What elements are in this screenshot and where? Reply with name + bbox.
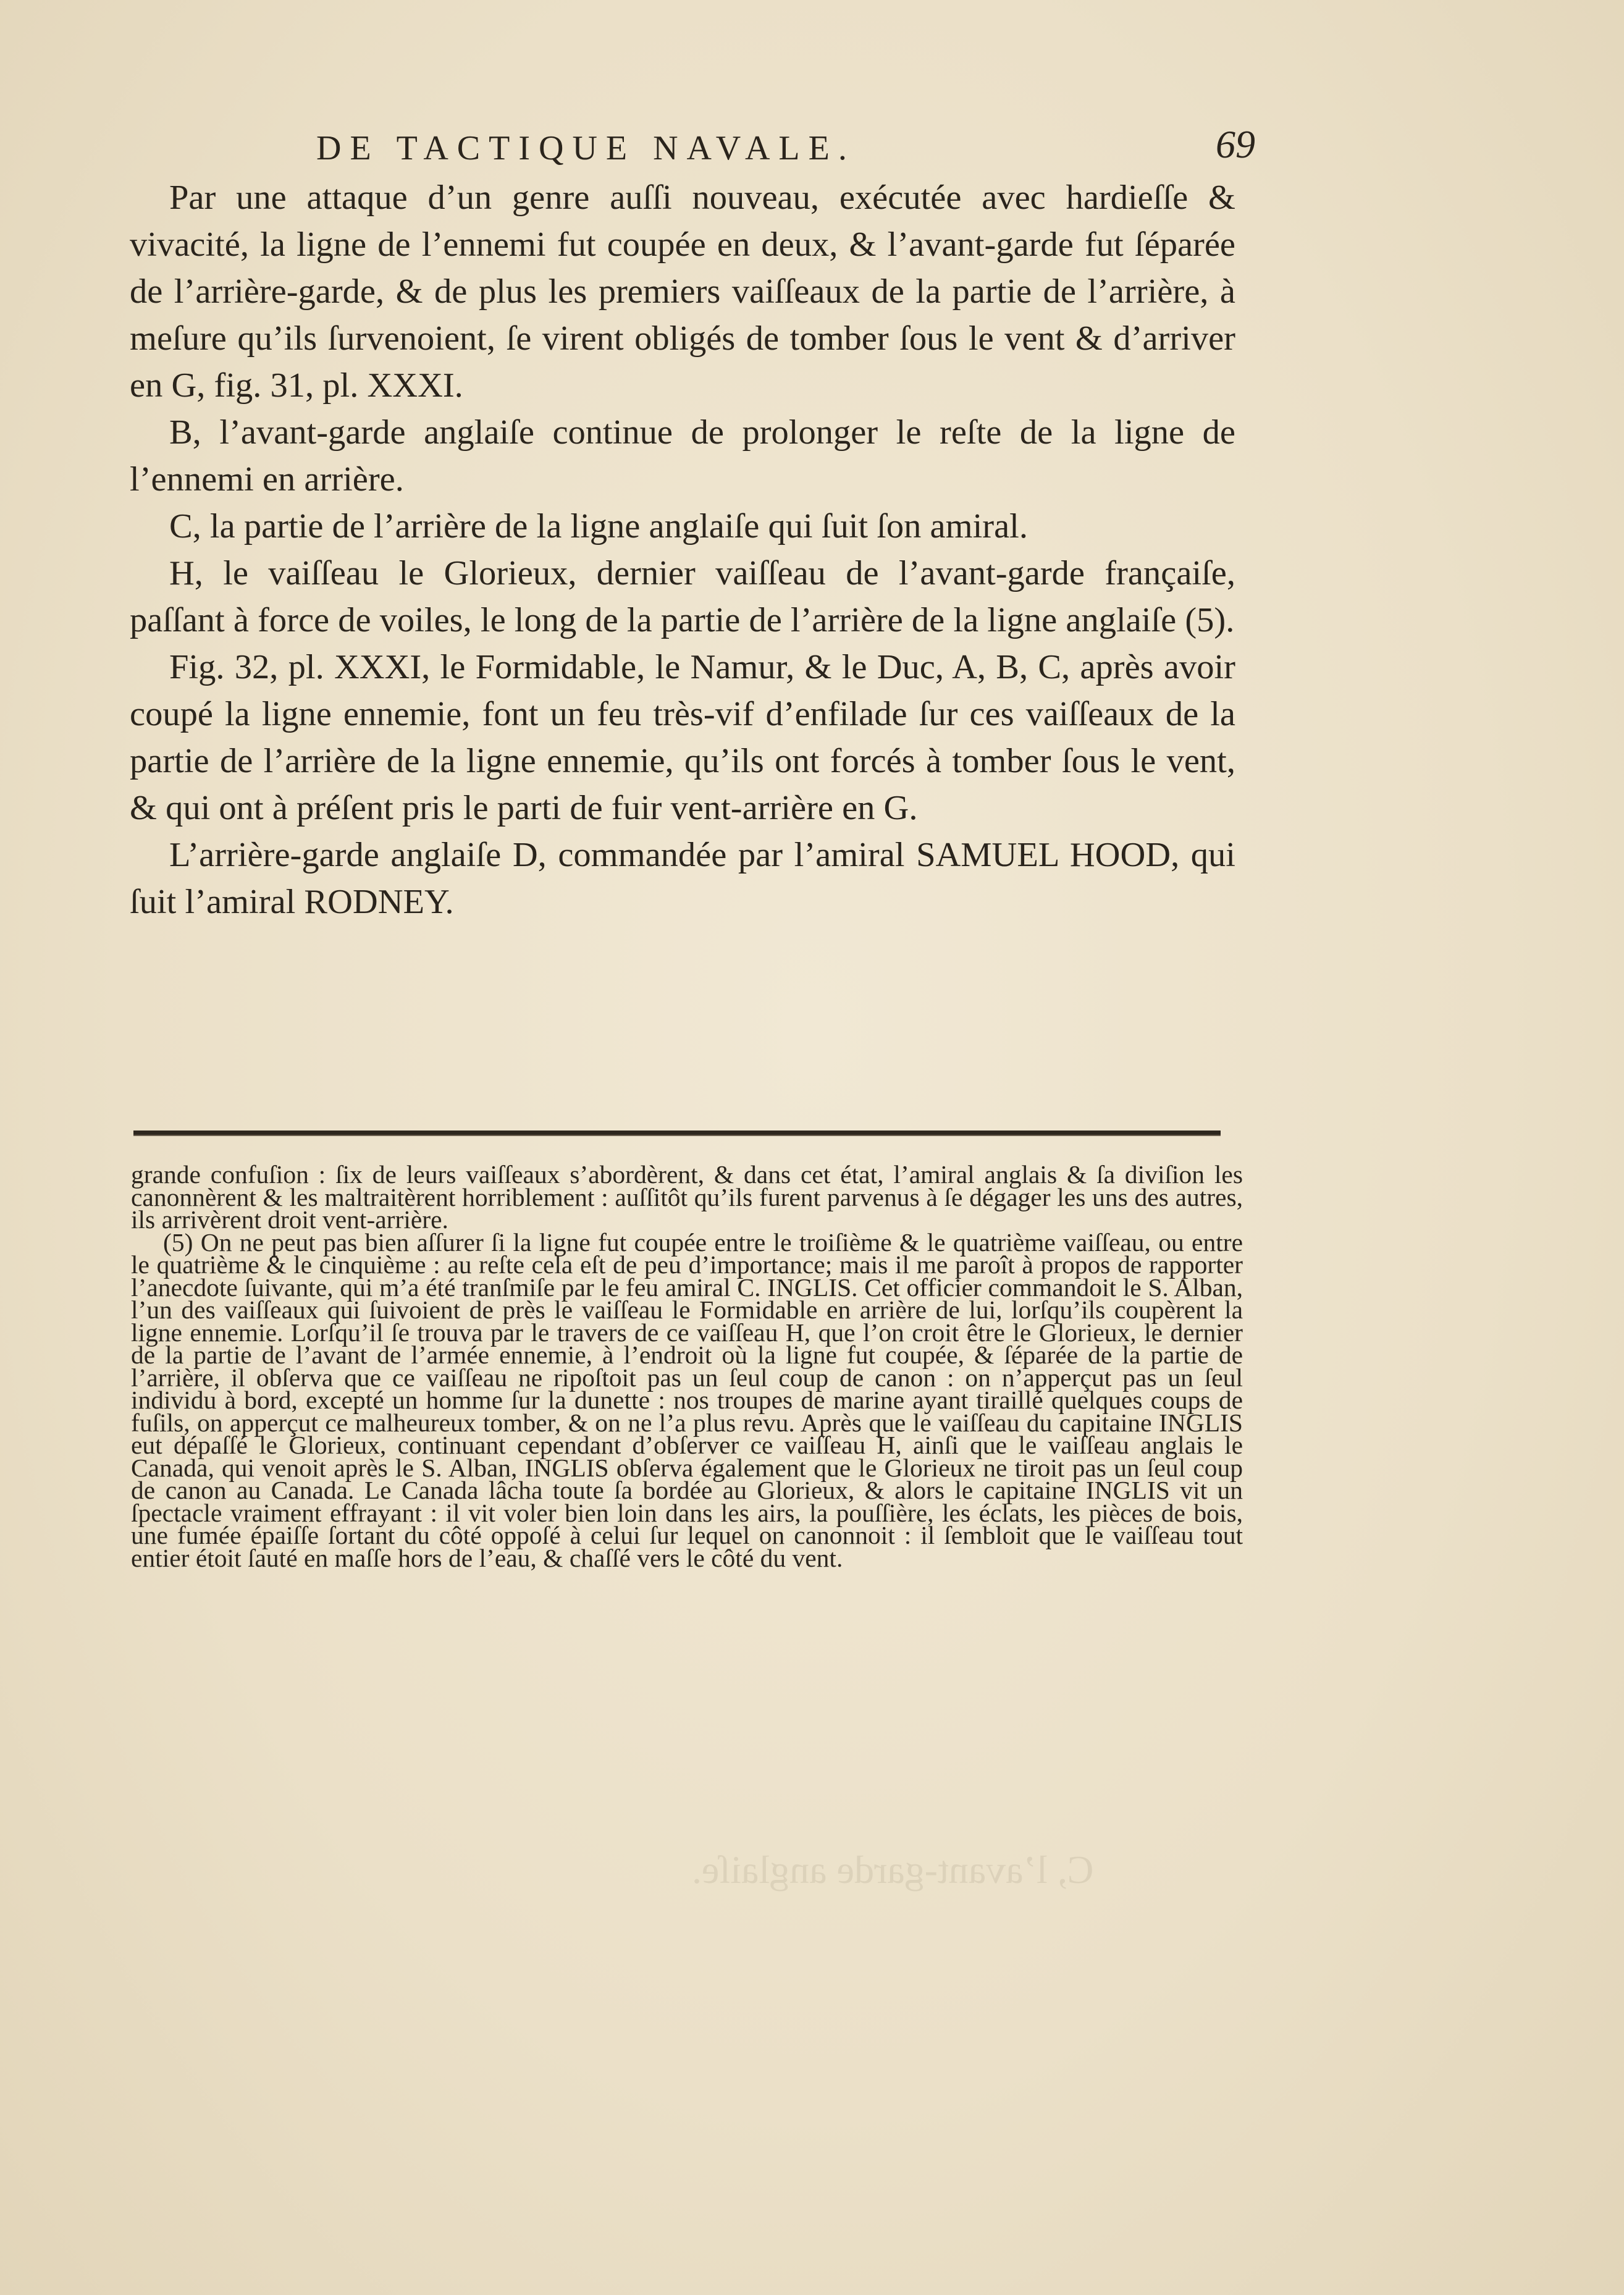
footnotes: [131, 1160, 1243, 1572]
body-paragraph-attack: Par une attaque d’un genre auſſi nouveau, exécutée avec hardieſſe & vivacité, la ligne de l’ennemi fut coupée en deux, & l’avant-garde fut ſéparée de l’arrière-garde, & de plus les premiers vaiſſeaux de la partie de l’arrière, à meſure qu’ils ſurvenoient, ſe virent obligés de tomber ſous le vent & d’arriver en G, fig. 31, pl. XXXI.: [130, 179, 1235, 405]
page-number: 69: [1216, 122, 1255, 166]
body-paragraph-b: B, l’avant-garde anglaiſe continue de prolonger le reſte de la ligne de l’ennemi en arrière.: [130, 413, 1235, 499]
bleed-through-text: C, l’avant-garde anglaiſe.: [692, 1848, 1094, 1892]
body-paragraph-fig32: Fig. 32, pl. XXXI, le Formidable, le Namur, & le Duc, A, B, C, après avoir coupé la ligne ennemie, font un feu très-vif d’enfilade ſur ces vaiſſeaux de la partie de l’arrière de la ligne ennemie, qu’ils ont forcés à tomber ſous le vent, & qui ont à préſent pris le parti de fuir vent-arrière en G.: [130, 648, 1235, 827]
body-paragraph-rear-guard: L’arrière-garde anglaiſe D, commandée par l’amiral SAMUEL HOOD, qui ſuit l’amiral RODNEY.: [130, 836, 1235, 921]
page-header: [316, 124, 1255, 173]
body-paragraph-c: C, la partie de l’arrière de la ligne anglaiſe qui ſuit ſon amiral.: [169, 507, 1028, 545]
footnote-separator-rule: [133, 1131, 1221, 1136]
main-text: [130, 174, 1235, 925]
running-head: DE TACTIQUE NAVALE.: [316, 129, 856, 167]
footnote-5: (5) On ne peut pas bien aſſurer ſi la ligne fut coupée entre le troiſième & le quatrième vaiſſeau, ou entre le quatrième & le cinquième : au reſte cela eſt de peu d’importance; mais il me paroît à propos de rapporter l’anecdote ſuivante, qui m’a été tranſmiſe par le feu amiral C. INGLIS. Cet officier commandoit le S. Alban, l’un des vaiſſeaux qui ſuivoient de près le vaiſſeau le Formidable en arrière de lui, lorſqu’ils coupèrent la ligne ennemie. Lorſqu’il ſe trouva par le travers de ce vaiſſeau H, que l’on croit être le Glorieux, le dernier de la partie de l’avant de l’armée ennemie, à l’endroit où la ligne fut coupée, & ſéparée de la partie de l’arrière, il obſerva que ce vaiſſeau ne ripoſtoit pas un ſeul coup de canon : on n’apperçut pas un ſeul individu à bord, excepté un homme ſur la dunette : nos troupes de marine ayant tiraillé quelques coups de fuſils, on apperçut ce malheureux tomber, & on ne l’a plus revu. Après que le vaiſſeau du capitaine INGLIS eut dépaſſé le Glorieux, continuant cependant d’obſerver ce vaiſſeau H, ainſi que le vaiſſeau anglais le Canada, qui venoit après le S. Alban, INGLIS obſerva également que le Glorieux ne tiroit pas un ſeul coup de canon au Canada. Le Canada lâcha toute ſa bordée au Glorieux, & alors le capitaine INGLIS vit un ſpectacle vraiment effrayant : il vit voler bien loin dans les airs, la pouſſière, les éclats, les pièces de bois, une fumée épaiſſe ſortant du côté oppoſé à celui ſur lequel on canonnoit : il ſembloit que le vaiſſeau tout entier étoit ſauté en maſſe hors de l’eau, & chaſſé vers le côté du vent.: [131, 1228, 1243, 1572]
footnote-continuation: grande confuſion : ſix de leurs vaiſſeaux s’abordèrent, & dans cet état, l’amiral anglais & ſa diviſion les canonnèrent & les maltraitèrent horriblement : auſſitôt qu’ils furent parvenus à ſe dégager les uns des autres, ils arrivèrent droit vent-arrière.: [131, 1160, 1243, 1234]
body-paragraph-h: H, le vaiſſeau le Glorieux, dernier vaiſſeau de l’avant-garde françaiſe, paſſant à force de voiles, le long de la partie de l’arrière de la ligne anglaiſe (5).: [130, 554, 1235, 639]
